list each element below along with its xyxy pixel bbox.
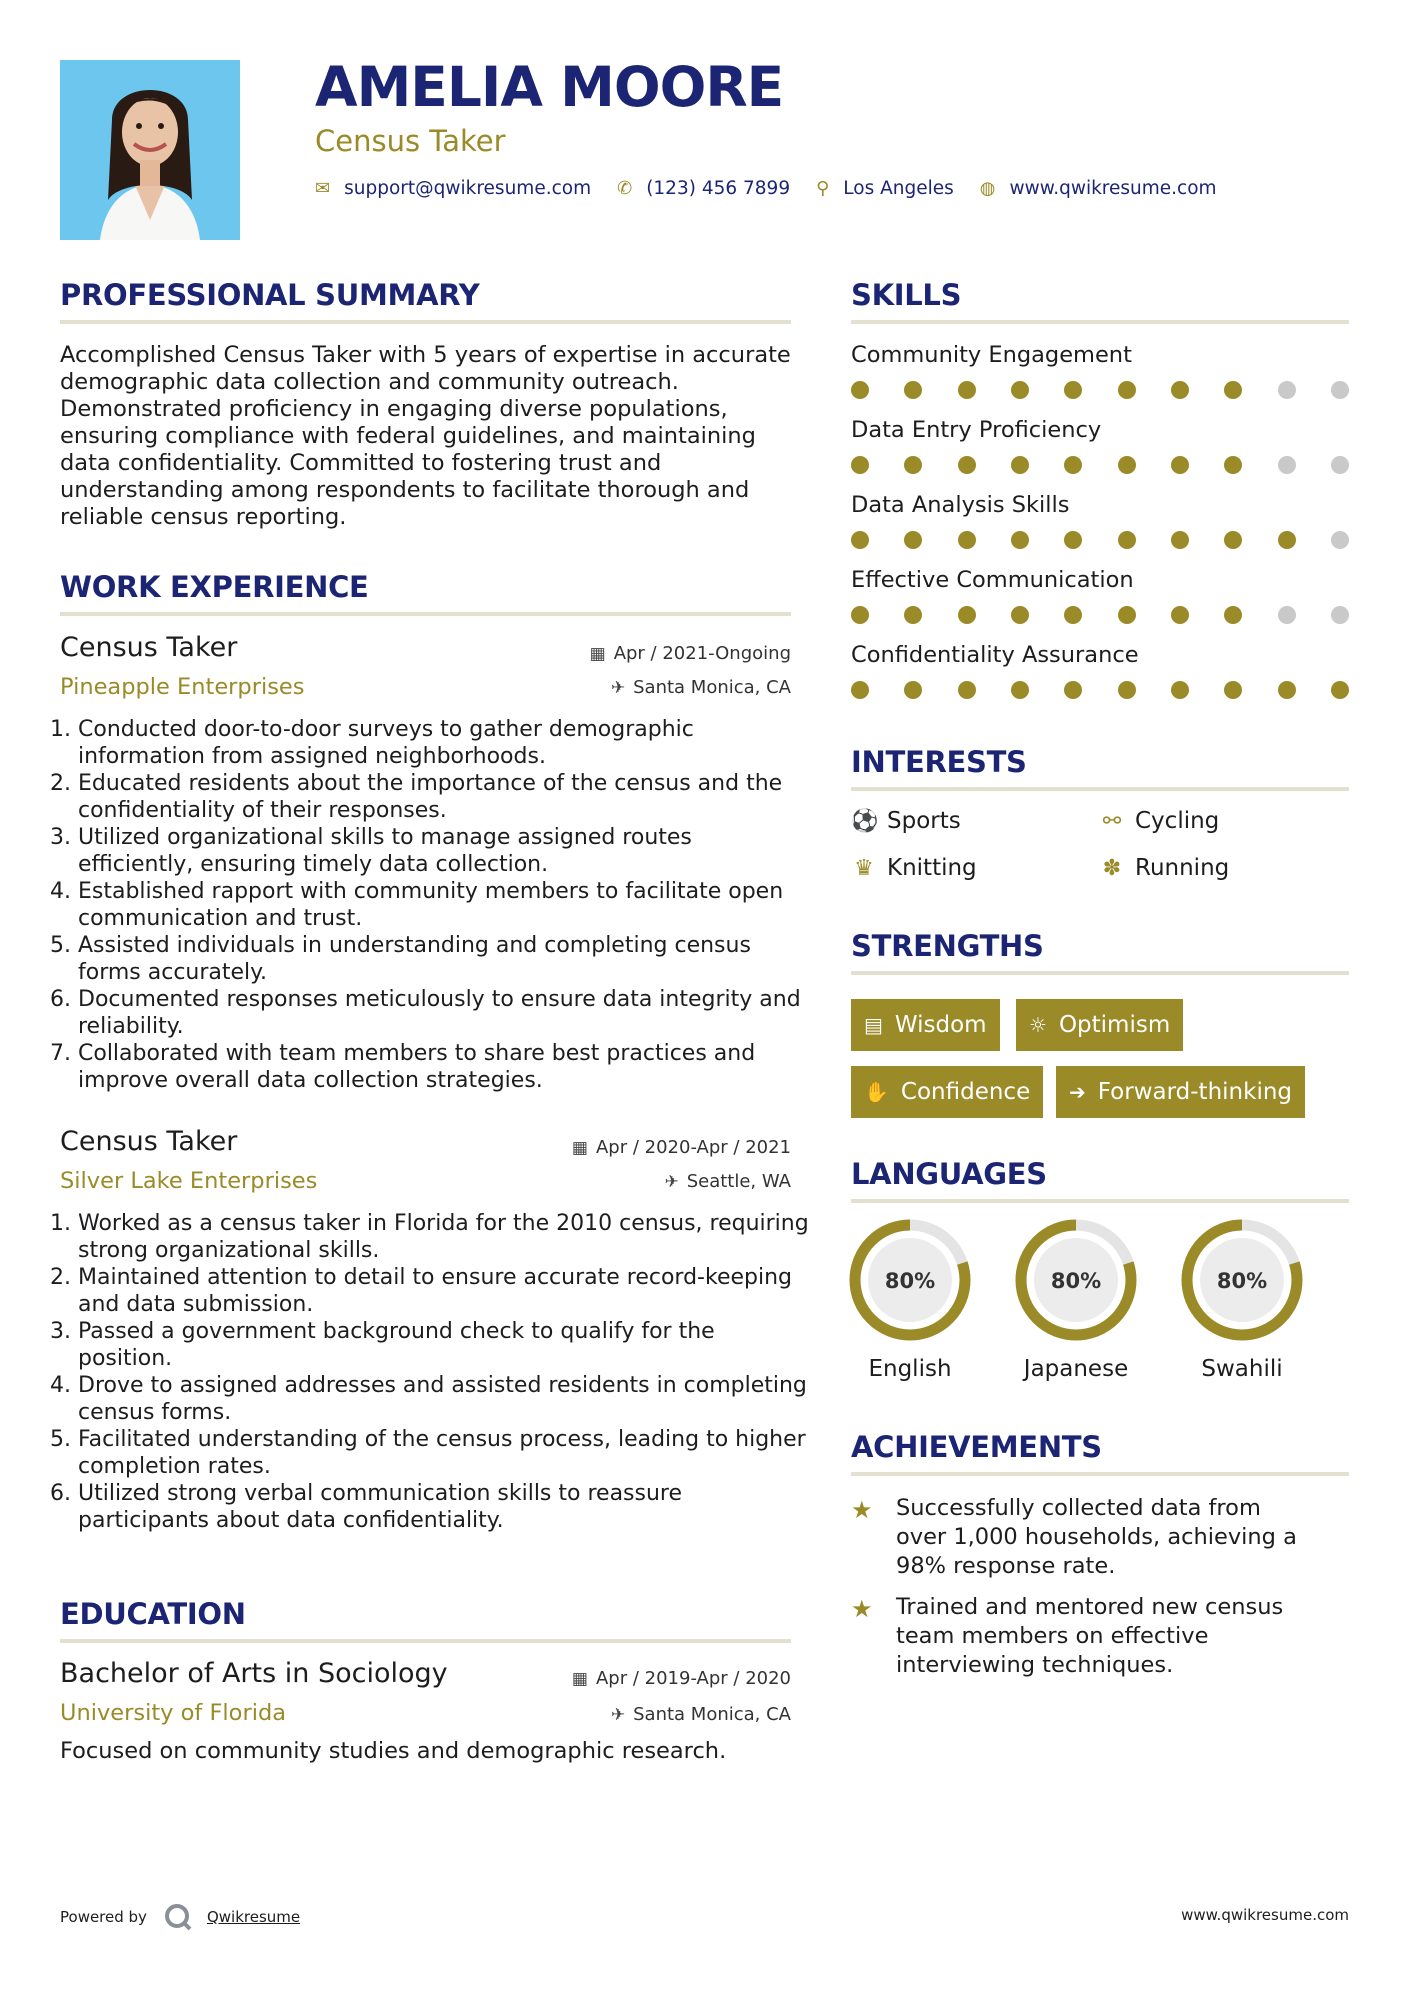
paw-icon: ✽	[1102, 855, 1122, 881]
globe-icon: ◍	[979, 178, 996, 199]
education-location	[611, 1704, 791, 1725]
interests-heading: INTERESTS	[851, 745, 1027, 779]
interest-item	[851, 855, 977, 881]
map-pin-icon: ⚲	[816, 178, 830, 199]
skill-dot-filled	[1118, 606, 1136, 624]
skill-dot-filled	[1011, 606, 1029, 624]
skill-dot-filled	[1064, 456, 1082, 474]
skill-dot-empty	[1331, 531, 1349, 549]
skill-dot-filled	[1224, 381, 1242, 399]
skill-name: Data Analysis Skills	[851, 492, 1070, 518]
skill-name: Confidentiality Assurance	[851, 642, 1139, 668]
skill-dot-filled	[958, 681, 976, 699]
job-location	[611, 677, 791, 698]
list-item: 4. Drove to assigned addresses and assisted residents in completing census forms.	[78, 1372, 813, 1426]
calendar-icon: ▦	[571, 1137, 588, 1158]
skill-dot-filled	[1171, 681, 1189, 699]
skill-dot-filled	[904, 681, 922, 699]
skill-dot-filled	[851, 531, 869, 549]
skill-dot-filled	[851, 681, 869, 699]
skill-dot-filled	[1011, 456, 1029, 474]
list-item: 2. Educated residents about the importance of the census and the confidentiality of their responses.	[78, 770, 813, 824]
skill-dot-filled	[1224, 456, 1242, 474]
skill-dot-filled	[1224, 681, 1242, 699]
skill-dot-filled	[1064, 606, 1082, 624]
job-title: Census Taker	[60, 1126, 238, 1157]
skill-name: Data Entry Proficiency	[851, 417, 1102, 443]
shooting-star-icon: ★	[851, 1496, 873, 1524]
section-divider	[60, 612, 791, 616]
skill-dot-filled	[851, 456, 869, 474]
job-bullets	[60, 1210, 813, 1534]
experience-heading: WORK EXPERIENCE	[60, 570, 369, 604]
footer-url[interactable]: www.qwikresume.com	[1181, 1906, 1349, 1924]
school-name: University of Florida	[60, 1700, 287, 1726]
summary-text: Accomplished Census Taker with 5 years of expertise in accurate demographic data collection and community outreach. Demonstrated proficiency in engaging diverse populations, ensuring compliance with federal guidelines, and maintaining data confidentiality. Committed to fostering trust and understanding among respondents to facilitate thorough and reliable census reporting.	[60, 342, 791, 530]
skill-dot-empty	[1278, 456, 1296, 474]
skill-dot-filled	[1011, 381, 1029, 399]
skill-dot-filled	[904, 531, 922, 549]
skill-dot-filled	[1118, 531, 1136, 549]
skill-dot-filled	[958, 531, 976, 549]
skill-dot-filled	[1224, 531, 1242, 549]
section-divider	[60, 1639, 791, 1643]
pushpin-icon: ✈	[664, 1171, 679, 1192]
skill-dot-filled	[1171, 606, 1189, 624]
education-location-text: Santa Monica, CA	[633, 1704, 791, 1725]
skill-dot-empty	[1331, 606, 1349, 624]
skill-dot-filled	[1171, 456, 1189, 474]
section-divider	[851, 1199, 1349, 1203]
strength-badge	[1016, 999, 1183, 1051]
contact-bar	[315, 178, 1243, 199]
language-name: English	[868, 1356, 952, 1382]
interest-label: Running	[1135, 855, 1230, 881]
skill-dot-filled	[851, 381, 869, 399]
skill-dot-filled	[1171, 381, 1189, 399]
language-percent: 80%	[1216, 1269, 1268, 1293]
arrow-right-icon: ➔	[1069, 1080, 1086, 1104]
list-item: 4. Established rapport with community members to facilitate open communication and trust.	[78, 878, 813, 932]
skill-rating	[851, 681, 1349, 699]
job-title: Census Taker	[60, 632, 238, 663]
skill-dot-filled	[958, 606, 976, 624]
job-location-text: Santa Monica, CA	[633, 677, 791, 698]
summary-heading: PROFESSIONAL SUMMARY	[60, 278, 480, 312]
powered-by-label: Powered by	[60, 1908, 147, 1926]
education-description: Focused on community studies and demographic research.	[60, 1738, 727, 1764]
skill-dot-empty	[1278, 606, 1296, 624]
language-percent: 80%	[1050, 1269, 1102, 1293]
interest-label: Cycling	[1135, 808, 1220, 834]
job-dates	[572, 1137, 791, 1158]
job-location-text: Seattle, WA	[686, 1171, 791, 1192]
job-dates	[590, 643, 791, 664]
phone-text: (123) 456 7899	[646, 178, 791, 199]
contact-phone[interactable]	[617, 178, 790, 199]
calendar-icon: ▦	[589, 643, 606, 664]
contact-location	[816, 178, 954, 199]
strength-label: Optimism	[1058, 1012, 1171, 1038]
footer-powered-by	[60, 1902, 300, 1932]
skill-dot-filled	[958, 381, 976, 399]
education-dates-text: Apr / 2019-Apr / 2020	[595, 1668, 791, 1689]
skill-dot-filled	[1011, 531, 1029, 549]
list-item: 1. Conducted door-to-door surveys to gather demographic information from assigned neighborhoods.	[78, 716, 813, 770]
list-item: 6. Documented responses meticulously to ensure data integrity and reliability.	[78, 986, 813, 1040]
contact-email[interactable]	[315, 178, 591, 199]
skill-rating	[851, 456, 1349, 474]
interest-label: Knitting	[887, 855, 977, 881]
sun-icon: ☼	[1029, 1013, 1047, 1037]
strength-badge	[851, 999, 1000, 1051]
section-divider	[851, 1472, 1349, 1476]
phone-icon: ✆	[617, 178, 633, 199]
list-item: 6. Utilized strong verbal communication skills to reassure participants about data confidentiality.	[78, 1480, 813, 1534]
skill-dot-filled	[1224, 606, 1242, 624]
skill-dot-filled	[1011, 681, 1029, 699]
book-icon: ▤	[864, 1013, 883, 1037]
skill-dot-empty	[1331, 456, 1349, 474]
languages-heading: LANGUAGES	[851, 1157, 1047, 1191]
achievement-item	[851, 1494, 1311, 1581]
skill-dot-filled	[1064, 531, 1082, 549]
skill-dot-filled	[1278, 531, 1296, 549]
job-company: Silver Lake Enterprises	[60, 1168, 318, 1194]
candidate-name: AMELIA MOORE	[315, 55, 784, 119]
skill-dot-filled	[1171, 531, 1189, 549]
language-name: Japanese	[1023, 1356, 1129, 1382]
section-divider	[60, 320, 791, 324]
skill-dot-filled	[904, 456, 922, 474]
section-divider	[851, 971, 1349, 975]
strength-badge	[1056, 1066, 1305, 1118]
location-text: Los Angeles	[843, 178, 954, 199]
language-ring	[1015, 1219, 1137, 1341]
skill-dot-filled	[1064, 381, 1082, 399]
skill-rating	[851, 606, 1349, 624]
list-item: 5. Facilitated understanding of the census process, leading to higher completion rates.	[78, 1426, 813, 1480]
skill-dot-filled	[1118, 381, 1136, 399]
skill-dot-filled	[1064, 681, 1082, 699]
pushpin-icon: ✈	[610, 1704, 626, 1725]
language-percent: 80%	[884, 1269, 936, 1293]
strength-badge	[851, 1066, 1043, 1118]
interest-label: Sports	[887, 808, 961, 834]
strength-label: Wisdom	[894, 1012, 987, 1038]
skill-name: Community Engagement	[851, 342, 1132, 368]
interest-item	[1099, 855, 1229, 881]
job-bullets	[60, 716, 813, 1094]
pushpin-icon: ✈	[610, 677, 626, 698]
job-location	[664, 1171, 791, 1192]
skill-dot-filled	[1118, 456, 1136, 474]
email-text: support@qwikresume.com	[344, 178, 592, 199]
section-divider	[851, 320, 1349, 324]
language-ring	[849, 1219, 971, 1341]
skill-dot-filled	[1278, 681, 1296, 699]
skills-heading: SKILLS	[851, 278, 962, 312]
job-dates-text: Apr / 2020-Apr / 2021	[595, 1137, 791, 1158]
candidate-title: Census Taker	[315, 124, 506, 158]
job-dates-text: Apr / 2021-Ongoing	[613, 643, 791, 664]
education-heading: EDUCATION	[60, 1597, 246, 1631]
profile-photo	[60, 60, 240, 240]
envelope-icon: ✉	[315, 178, 331, 199]
strengths-heading: STRENGTHS	[851, 929, 1044, 963]
skill-dot-filled	[1118, 681, 1136, 699]
achievement-item	[851, 1593, 1311, 1680]
job-company: Pineapple Enterprises	[60, 674, 305, 700]
brand-link[interactable]: Qwikresume	[206, 1908, 301, 1926]
section-divider	[851, 787, 1349, 791]
degree-title: Bachelor of Arts in Sociology	[60, 1658, 448, 1689]
list-item: 3. Passed a government background check to qualify for the position.	[78, 1318, 813, 1372]
strength-label: Confidence	[900, 1079, 1031, 1105]
achievements-heading: ACHIEVEMENTS	[851, 1430, 1102, 1464]
soccer-ball-icon: ⚽	[851, 808, 879, 834]
skill-dot-filled	[904, 381, 922, 399]
language-ring	[1181, 1219, 1303, 1341]
list-item: 7. Collaborated with team members to share best practices and improve overall data collection strategies.	[78, 1040, 813, 1094]
contact-website[interactable]	[980, 178, 1217, 199]
skill-dot-filled	[904, 606, 922, 624]
skill-dot-filled	[958, 456, 976, 474]
skill-dot-filled	[851, 606, 869, 624]
list-item: 1. Worked as a census taker in Florida for the 2010 census, requiring strong organizational skills.	[78, 1210, 813, 1264]
skill-dot-filled	[1331, 681, 1349, 699]
strength-label: Forward-thinking	[1097, 1079, 1293, 1105]
skill-rating	[851, 381, 1349, 399]
qwikresume-logo-icon	[163, 1902, 193, 1932]
interest-item	[851, 808, 961, 834]
calendar-icon: ▦	[571, 1668, 588, 1689]
language-name: Swahili	[1201, 1356, 1283, 1382]
education-dates	[572, 1668, 791, 1689]
trophy-icon: ♛	[854, 855, 874, 881]
skill-dot-empty	[1278, 381, 1296, 399]
website-text: www.qwikresume.com	[1009, 178, 1217, 199]
skill-rating	[851, 531, 1349, 549]
list-item: 5. Assisted individuals in understanding and completing census forms accurately.	[78, 932, 813, 986]
achievement-text: Successfully collected data from over 1,000 households, achieving a 98% response rate.	[896, 1495, 1297, 1579]
skill-dot-empty	[1331, 381, 1349, 399]
interest-item	[1099, 808, 1219, 834]
list-item: 2. Maintained attention to detail to ensure accurate record-keeping and data submission.	[78, 1264, 813, 1318]
thumbs-up-icon: ✋	[864, 1080, 889, 1104]
achievement-text: Trained and mentored new census team members on effective interviewing techniques.	[896, 1594, 1284, 1678]
skill-name: Effective Communication	[851, 567, 1134, 593]
list-item: 3. Utilized organizational skills to manage assigned routes efficiently, ensuring timely data collection.	[78, 824, 813, 878]
shooting-star-icon: ★	[851, 1595, 873, 1623]
bicycle-icon: ⚯	[1102, 808, 1122, 834]
